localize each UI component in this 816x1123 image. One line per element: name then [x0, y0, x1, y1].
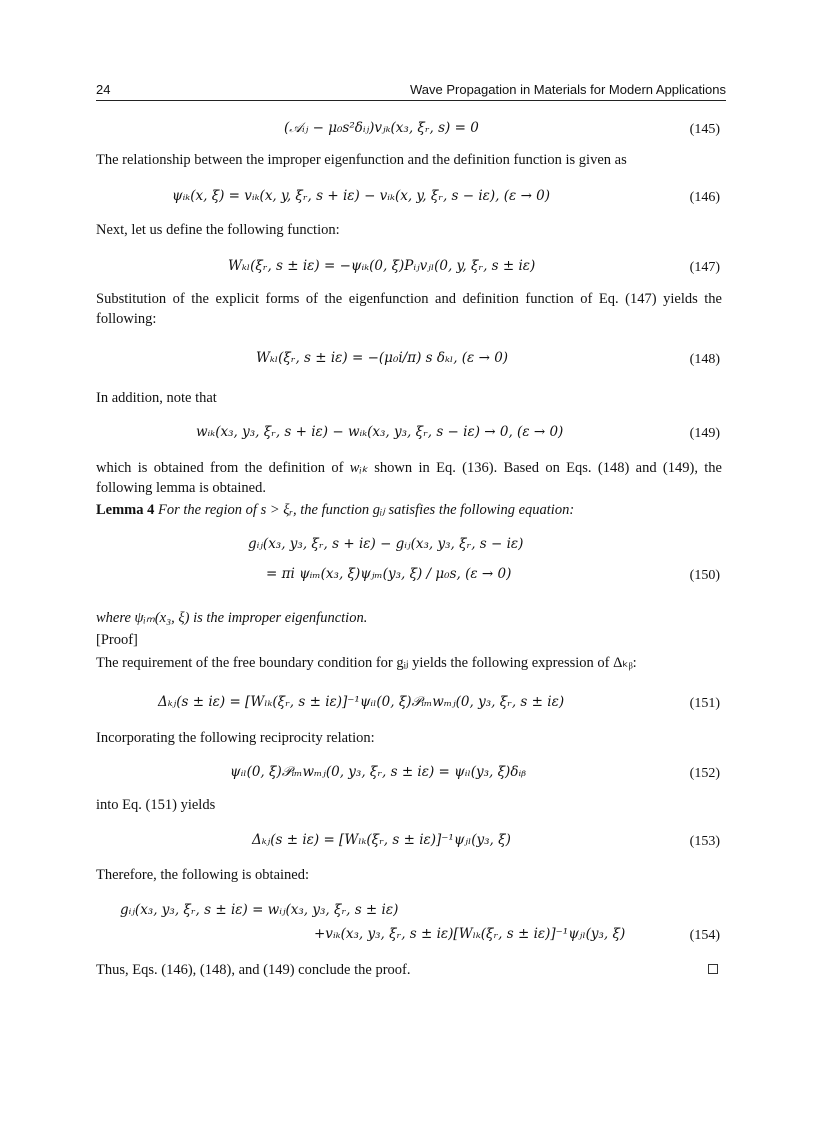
- paragraph: The requirement of the free boundary condition for gᵢⱼ yields the following expression of Δₖᵦ:: [96, 655, 637, 671]
- equation-149: wᵢₖ(x₃, y₃, ξᵣ, s + iε) − wᵢₖ(x₃, y₃, ξᵣ, s − iε) → 0, (ε → 0) (149): [196, 424, 720, 441]
- paragraph: Substitution of the explicit forms of the eigenfunction and definition function of Eq. (147) yields the following:: [96, 291, 722, 327]
- equation-145: (𝒜ᵢⱼ − μ₀s²δᵢⱼ)vⱼₖ(x₃, ξᵣ, s) = 0 (145): [284, 120, 720, 137]
- equation-151: Δₖⱼ(s ± iε) = [Wₗₖ(ξᵣ, s ± iε)]⁻¹ψᵢₗ(0, ξ)𝒫ᵢₘwₘⱼ(0, y₃, ξᵣ, s ± iε) (151): [158, 694, 720, 711]
- equation-150-line-1: gᵢⱼ(x₃, y₃, ξᵣ, s + iε) − gᵢⱼ(x₃, y₃, ξᵣ, s − iε): [248, 536, 524, 552]
- equation-154-line-2: +vᵢₖ(x₃, y₃, ξᵣ, s ± iε)[Wₗₖ(ξᵣ, s ± iε)]⁻¹ψⱼₗ(y₃, ξ) (154): [314, 926, 720, 943]
- equation-152: ψᵢₗ(0, ξ)𝒫ᵢₘwₘⱼ(0, y₃, ξᵣ, s ± iε) = ψᵢₗ(y₃, ξ)δᵢᵦ (152): [230, 764, 720, 781]
- lemma: Lemma 4 For the region of s > ξᵣ, the function gᵢⱼ satisfies the following equation:: [96, 502, 575, 518]
- paragraph: In addition, note that: [96, 390, 217, 406]
- lemma-label: Lemma 4: [96, 502, 155, 518]
- paragraph: Therefore, the following is obtained:: [96, 867, 310, 883]
- paragraph: Thus, Eqs. (146), (148), and (149) conclude the proof.: [96, 962, 411, 978]
- equation-153: Δₖⱼ(s ± iε) = [Wₗₖ(ξᵣ, s ± iε)]⁻¹ψⱼₗ(y₃, ξ) (153): [252, 832, 720, 849]
- equation-146: ψᵢₖ(x, ξ) = vᵢₖ(x, y, ξᵣ, s + iε) − vᵢₖ(x, y, ξᵣ, s − iε), (ε → 0) (146): [172, 188, 720, 205]
- qed-box-icon: [708, 964, 718, 974]
- page-number: 24: [96, 82, 111, 97]
- paragraph: which is obtained from the definition of wᵢₖ shown in Eq. (136). Based on Eqs. (148) and (149), the following lemma is obtained.: [96, 460, 722, 496]
- equation-148: Wₖₗ(ξᵣ, s ± iε) = −(μ₀i/π) s δₖₗ, (ε → 0) (148): [256, 350, 720, 367]
- equation-150-line-2: = πi ψᵢₘ(x₃, ξ)ψⱼₘ(y₃, ξ) / μ₀s, (ε → 0) (150): [266, 566, 720, 583]
- running-header: [96, 80, 726, 101]
- paragraph: Next, let us define the following function:: [96, 222, 340, 238]
- paragraph: The relationship between the improper eigenfunction and the definition function is given as: [96, 152, 627, 168]
- paragraph: Incorporating the following reciprocity relation:: [96, 730, 375, 746]
- paragraph: into Eq. (151) yields: [96, 797, 216, 813]
- running-title: Wave Propagation in Materials for Modern Applications: [409, 82, 726, 97]
- paragraph: where ψᵢₘ(x₃, ξ) is the improper eigenfunction.: [96, 610, 368, 626]
- equation-154-line-1: gᵢⱼ(x₃, y₃, ξᵣ, s ± iε) = wᵢⱼ(x₃, y₃, ξᵣ, s ± iε): [120, 902, 399, 918]
- equation-147: Wₖₗ(ξᵣ, s ± iε) = −ψᵢₖ(0, ξ)Pᵢⱼvⱼₗ(0, y, ξᵣ, s ± iε) (147): [228, 258, 720, 275]
- proof-label: [Proof]: [96, 632, 138, 648]
